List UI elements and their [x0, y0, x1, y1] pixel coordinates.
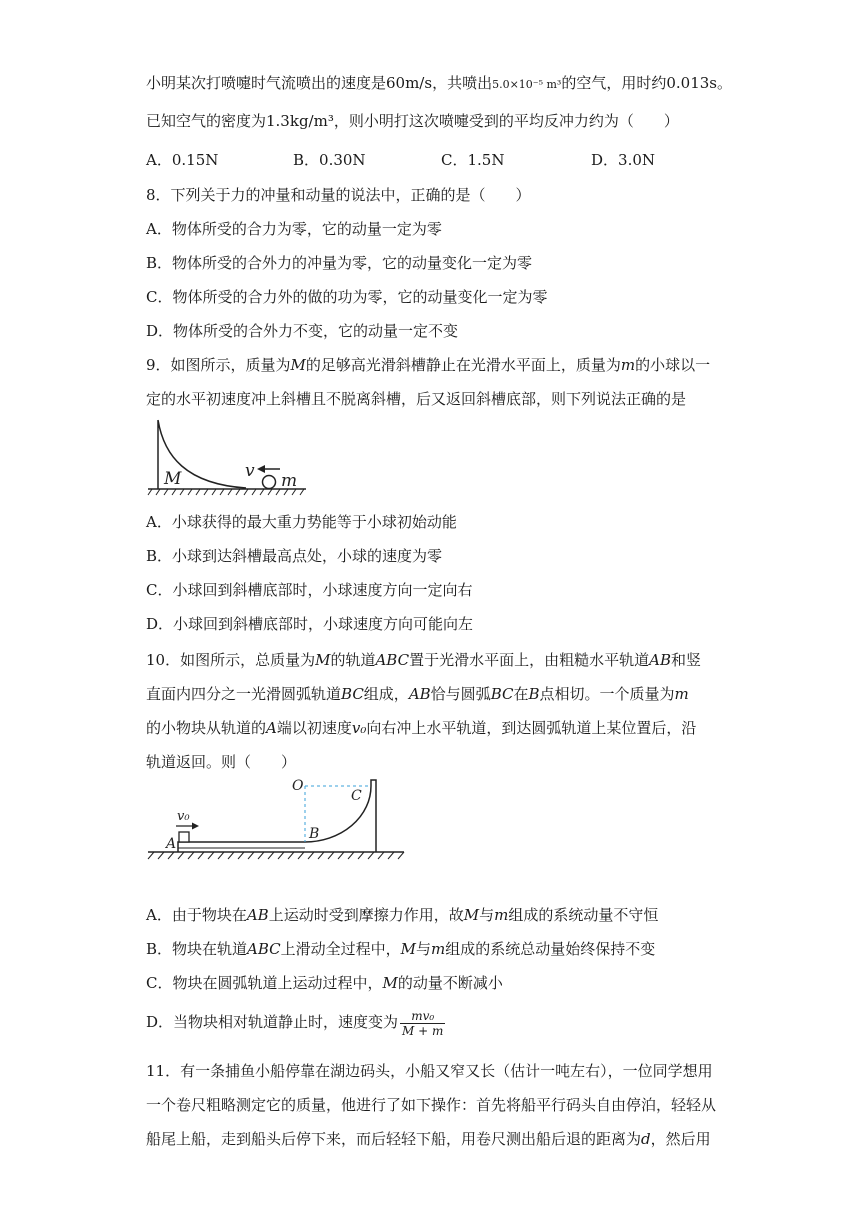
var-A: A	[266, 719, 277, 737]
q9-stem-text: 的足够高光滑斜槽静止在光滑水平面上，质量为	[305, 356, 621, 374]
track-ABC	[178, 780, 376, 852]
q10-option-text: D．当物块相对轨道静止时，速度变为	[146, 1013, 399, 1031]
q7-option-b: B．0.30N	[293, 151, 366, 169]
q10-text: 置于光滑水平面上，由粗糙水平轨道	[409, 651, 650, 669]
label-C: C	[351, 788, 362, 804]
q7-option-c: C．1.5N	[441, 151, 505, 169]
fraction-denominator: M + m	[402, 1023, 444, 1038]
q10-text: 10．如图所示，总质量为	[146, 651, 316, 669]
q8-option-d: D．物体所受的合外力不变，它的动量一定不变	[146, 322, 459, 340]
q9-option-c: C．小球回到斜槽底部时，小球速度方向一定向右	[146, 581, 473, 599]
var-ABC: ABC	[375, 651, 410, 669]
q11-line1: 11．有一条捕鱼小船停靠在湖边码头，小船又窄又长（估计一吨左右），一位同学想用	[146, 1062, 713, 1080]
q9-figure	[146, 416, 316, 496]
var-ABC: ABC	[247, 940, 281, 958]
q10-text: 恰与圆弧	[430, 685, 491, 703]
q10-option-text: 的动量不断减小	[397, 974, 503, 992]
ball	[263, 476, 276, 489]
q9-stem-line2: 定的水平初速度冲上斜槽且不脱离斜槽，后又返回斜槽底部，则下列说法正确的是	[146, 390, 687, 408]
label-v: v	[245, 461, 255, 481]
q10-option-text: 与	[416, 940, 432, 958]
q10-option-text: 组成的系统总动量始终保持不变	[445, 940, 656, 958]
q9-option-d: D．小球回到斜槽底部时，小球速度方向可能向左	[146, 615, 474, 633]
q11-line2: 一个卷尺粗略测定它的质量，他进行了如下操作：首先将船平行码头自由停泊，轻轻从	[146, 1096, 717, 1114]
q8-option-c: C．物体所受的合力外的做的功为零，它的动量变化一定为零	[146, 288, 548, 306]
var-AB: AB	[408, 685, 431, 703]
velocity-arrowhead	[192, 823, 199, 830]
var-m: m	[620, 356, 636, 374]
q10-text: 的轨道	[330, 651, 376, 669]
q10-option-a	[146, 905, 658, 925]
label-m: m	[281, 471, 298, 491]
var-M: M	[315, 651, 331, 669]
label-M: M	[164, 469, 182, 489]
var-m: m	[494, 906, 509, 924]
label-v0: v₀	[177, 809, 190, 824]
q8-option-a: A．物体所受的合力为零，它的动量一定为零	[146, 220, 442, 238]
q7-option-a: A．0.15N	[146, 151, 219, 169]
q11-line3	[146, 1129, 711, 1149]
q10-stem-line4: 轨道返回。则（ ）	[146, 753, 297, 771]
q10-text: 和竖	[670, 651, 701, 669]
var-AB: AB	[649, 651, 671, 669]
q11-text: ，然后用	[650, 1130, 711, 1148]
q9-stem-line1	[146, 355, 710, 375]
fraction-mv0-over-M-plus-m	[400, 1009, 445, 1038]
var-B: B	[528, 685, 540, 703]
var-M: M	[382, 974, 398, 992]
q10-option-text: B．物块在轨道	[146, 940, 248, 958]
label-B: B	[309, 826, 320, 842]
q10-option-text: 上滑动全过程中，	[280, 940, 401, 958]
q9-stem-text: 9．如图所示，质量为	[146, 356, 291, 374]
var-v0: v₀	[351, 719, 367, 737]
q10-option-d	[146, 1005, 445, 1039]
q10-text: 端以初速度	[276, 719, 352, 737]
var-d: d	[641, 1130, 651, 1148]
q7-line1	[146, 73, 732, 95]
var-BC: BC	[341, 685, 364, 703]
q9-stem-text: 的小球以一	[635, 356, 711, 374]
q10-text: 在	[513, 685, 529, 703]
var-m: m	[674, 685, 689, 703]
q10-option-text: 上运动时受到摩擦力作用，故	[268, 906, 464, 924]
var-M: M	[400, 940, 417, 958]
var-BC: BC	[490, 685, 514, 703]
q10-option-c	[146, 973, 503, 993]
label-O: O	[292, 778, 304, 794]
q10-text: 向右冲上水平轨道，到达圆弧轨道上某位置后，沿	[366, 719, 697, 737]
velocity-arrowhead	[257, 465, 265, 473]
var-M: M	[290, 356, 306, 374]
var-AB: AB	[246, 906, 269, 924]
q10-text: 直面内四分之一光滑圆弧轨道	[146, 685, 342, 703]
ground-hatching	[148, 852, 404, 859]
q10-option-text: C．物块在圆弧轨道上运动过程中，	[146, 974, 383, 992]
q10-text: 点相切。一个质量为	[539, 685, 675, 703]
q8-option-b: B．物体所受的合外力的冲量为零，它的动量变化一定为零	[146, 254, 533, 272]
q10-figure	[146, 776, 408, 860]
q11-text: 船尾上船，走到船头后停下来，而后轻轻下船，用卷尺测出船后退的距离为	[146, 1130, 642, 1148]
q7-volume: 5.0×10⁻⁵ m³	[492, 78, 562, 91]
q10-text: 的小物块从轨道的	[146, 719, 267, 737]
q10-stem-line2	[146, 684, 689, 704]
q10-text: 组成，	[363, 685, 409, 703]
label-A: A	[166, 836, 177, 852]
var-m: m	[431, 940, 446, 958]
q10-option-b	[146, 939, 655, 959]
q9-option-a: A．小球获得的最大重力势能等于小球初始动能	[146, 513, 457, 531]
q9-option-b: B．小球到达斜槽最高点处，小球的速度为零	[146, 547, 443, 565]
q7-option-d: D．3.0N	[591, 151, 656, 169]
q10-stem-line1	[146, 650, 701, 670]
q7-line1-a: 小明某次打喷嚏时气流喷出的速度是60m/s，共喷出	[146, 74, 493, 92]
q10-option-text: 与	[479, 906, 495, 924]
fraction-numerator: mv₀	[400, 1009, 445, 1024]
var-M: M	[463, 906, 480, 924]
q7-line2: 已知空气的密度为1.3kg/m³，则小明打这次喷嚏受到的平均反冲力约为（ ）	[146, 112, 679, 130]
q8-stem: 8．下列关于力的冲量和动量的说法中，正确的是（ ）	[146, 186, 531, 204]
q10-option-text: 组成的系统动量不守恒	[508, 906, 659, 924]
q10-option-text: A．由于物块在	[146, 906, 247, 924]
q10-stem-line3	[146, 718, 696, 738]
q7-line1-b: 的空气，用时约0.013s。	[561, 74, 732, 92]
small-block	[179, 832, 189, 842]
